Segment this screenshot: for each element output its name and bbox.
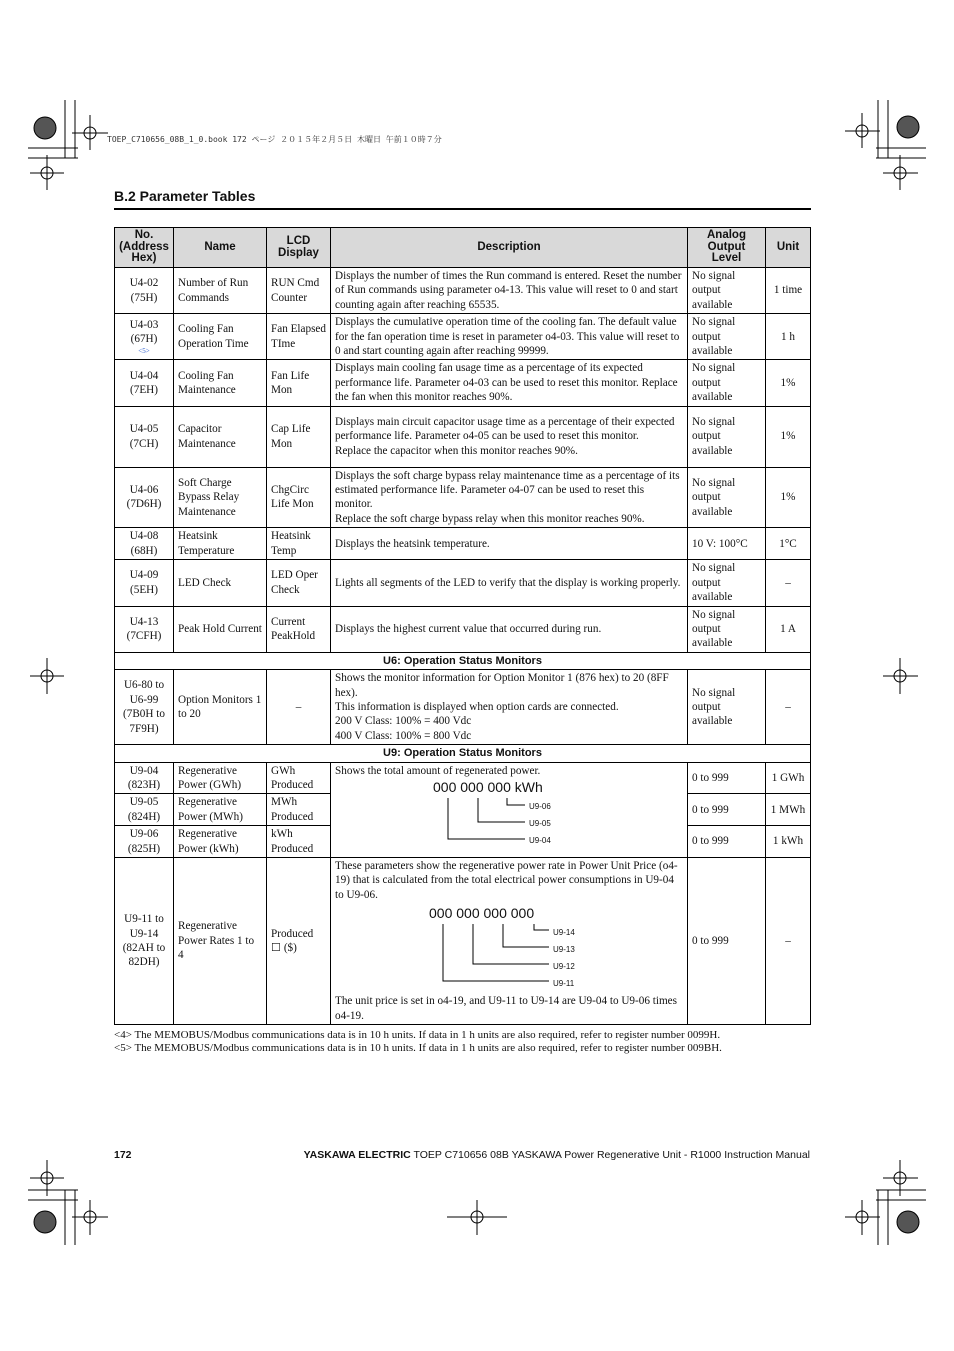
table-row: U9-05 (824H) Regenerative Power (MWh) MWh Produced 0 to 999 1 MWh — [115, 794, 811, 826]
table-row: U4-09 (5EH) LED Check LED Oper Check Lights all segments of the LED to verify that the display is working properly. No signal output available – — [115, 560, 811, 606]
section-row-u9: U9: Operation Status Monitors — [115, 745, 811, 762]
diagram2-leader-lines — [335, 902, 665, 998]
section-rule — [114, 208, 811, 210]
col-header-name: Name — [174, 228, 267, 268]
table-row: U9-11 to U9-14 (82AH to 82DH) Regenerative Power Rates 1 to 4 Produced ☐ ($) These parameters show the regenerative power rate in Power Unit Price (o4-19) that is calculated from the total electrical power consumptions in U9-04 to U9-06. 000 000 000 000 U9-14 U9-13 U9-12 U9-11 The unit price is set in o4-19, and U9-11 to U9-14 are U9-04 to U9-06 times o4-19. 0 to 999 – — [115, 858, 811, 1025]
table-row: U4-04 (7EH) Cooling Fan Maintenance Fan Life Mon Displays main cooling fan usage time as a percentage of its expected performance life. Parameter o4-03 can be used to reset this monitor. Replace the fan when this monitor reaches 90%. No signal output available 1% — [115, 360, 811, 406]
section-row-u6: U6: Operation Status Monitors — [115, 652, 811, 669]
table-row: U4-05 (7CH) Capacitor Maintenance Cap Life Mon Displays main circuit capacitor usage time as a percentage of their expected performance life. Parameter o4-05 can be used to reset this monitor. Replace the capacitor when this monitor reaches 90%. No signal output available 1% — [115, 406, 811, 467]
table-row: U4-02 (75H) Number of Run Commands RUN Cmd Counter Displays the number of times the Run command is entered. Reset the number of Run commands using parameter o4-13. This value will reset to 0 and start counting again after reaching 65535. No signal output available 1 time — [115, 268, 811, 314]
col-header-lcd: LCD Display — [267, 228, 331, 268]
rate-display-diagram: 000 000 000 000 U9-14 U9-13 U9-12 U9-11 — [335, 902, 683, 994]
col-header-description: Description — [331, 228, 688, 268]
footer-manual-title: TOEP C710656 08B YASKAWA Power Regenerative Unit - R1000 Instruction Manual — [410, 1149, 810, 1161]
col-header-analog: Analog Output Level — [688, 228, 766, 268]
print-info-line: TOEP_C710656_08B_1_0.book 172 ページ ２０１５年２月５日 木曜日 午前１０時７分 — [107, 135, 442, 144]
page-number: 172 — [114, 1149, 132, 1161]
table-row: U6-80 to U6-99 (7B0H to 7F9H) Option Monitors 1 to 20 – Shows the monitor information for Option Monitor 1 (876 hex) to 20 (8FF hex). This information is displayed when option cards are connected. 200 V Class: 100% = 400 Vdc 400 V Class: 100% = 800 Vdc No signal output available – — [115, 670, 811, 745]
footnote-4: <4> The MEMOBUS/Modbus communications data is in 10 h units. If data in 1 h units are also required, refer to register number 0099H. — [114, 1029, 721, 1041]
footer-text — [304, 1149, 810, 1161]
footnote-5: <5> The MEMOBUS/Modbus communications data is in 10 h units. If data in 1 h units are also required, refer to register number 009BH. — [114, 1042, 722, 1054]
table-row: U4-08 (68H) Heatsink Temperature Heatsink Temp Displays the heatsink temperature. 10 V: 100°C 1°C — [115, 528, 811, 560]
footer-brand: YASKAWA ELECTRIC — [303, 1149, 411, 1161]
col-header-no: No. (Address Hex) — [115, 228, 174, 268]
table-row: U9-06 (825H) Regenerative Power (kWh) kWh Produced 0 to 999 1 kWh — [115, 826, 811, 858]
diagram1-leader-lines — [335, 778, 665, 858]
kwh-display-diagram: 000 000 000 kWh U9-06 U9-05 U9-04 — [335, 778, 683, 854]
table-row: U9-04 (823H) Regenerative Power (GWh) GWh Produced Shows the total amount of regenerated power. 000 000 000 kWh U9-06 U9-05 U9-04 0 to 999 1 GWh — [115, 762, 811, 794]
u9-description-cell: Shows the total amount of regenerated power. 000 000 000 kWh U9-06 U9-05 U9-04 — [331, 762, 688, 857]
section-title: B.2 Parameter Tables — [114, 188, 256, 204]
table-row: U4-13 (7CFH) Peak Hold Current Current PeakHold Displays the highest current value that occurred during run. No signal output available 1 A — [115, 606, 811, 652]
table-row: U4-03 (67H) <5> Cooling Fan Operation Time Fan Elapsed TIme Displays the cumulative operation time of the cooling fan. The default value for the fan operation time is reset in parameter o4-03. This value will reset to 0 and start counting again after reaching 99999. No signal output available 1 h — [115, 314, 811, 360]
table-row: U4-06 (7D6H) Soft Charge Bypass Relay Maintenance ChgCirc Life Mon Displays the soft charge bypass relay maintenance time as a percentage of its estimated performance life. Parameter o4-07 can be used to reset this monitor. Replace the soft charge bypass relay when this monitor reaches 90%. No signal output available 1% — [115, 467, 811, 528]
parameter-table — [114, 227, 811, 1025]
footnote-ref-link[interactable]: <5> — [138, 346, 150, 355]
col-header-unit: Unit — [766, 228, 811, 268]
